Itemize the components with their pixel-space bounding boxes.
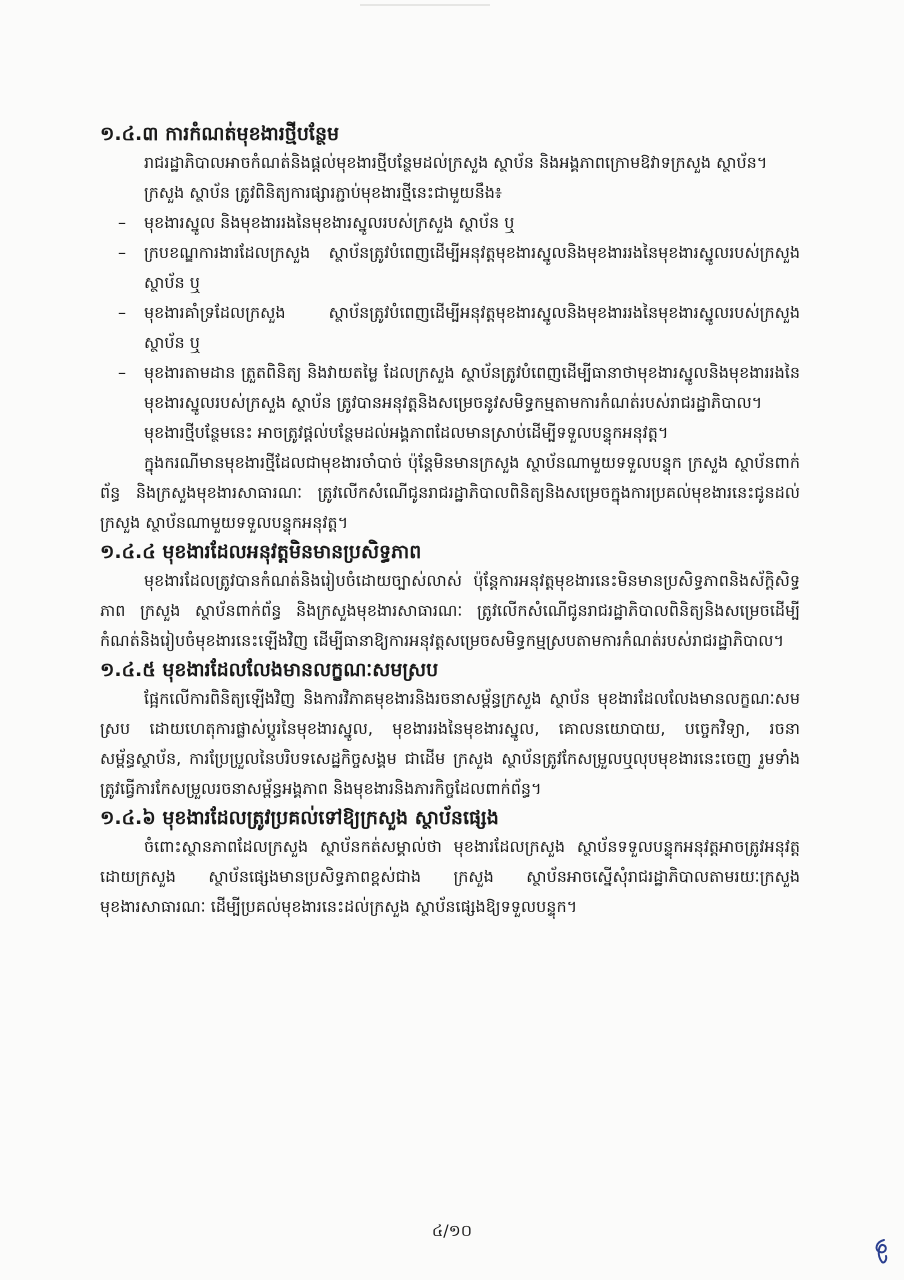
paragraph: មុខងារថ្មីបន្ថែមនេះ អាចត្រូវផ្តល់បន្ថែមដល់អង្គភាពដែលមានស្រាប់ដើម្បីទទួលបន្ទុកអនុវត្ត។ (144, 423, 669, 442)
paragraph: ក្នុងករណីមានមុខងារថ្មីដែលជាមុខងារចាំបាច់ ប៉ុន្តែមិនមានក្រសួង ស្ថាប័នណាមួយទទួលបន្ទុក ក្រសួង ស្ថាប័នពាក់ព័ន្ធ និងក្រសួងមុខងារសាធារណៈ ត្រូវលើកសំណើជូនរាជរដ្ឋាភិបាលពិនិត្យនិងសម្រេចក្នុងការប្រគល់មុខងារនេះជូនដល់ក្រសួង ស្ថាប័នណាមួយទទួលបន្ទុកអនុវត្ត។ (100, 453, 800, 532)
section-heading: ១.៤.៥ មុខងារដែលលែងមានលក្ខណៈសមស្រប (100, 659, 439, 681)
paragraph: រាជរដ្ឋាភិបាលអាចកំណត់និងផ្តល់មុខងារថ្មីបន្ថែមដល់ក្រសួង ស្ថាប័ន និងអង្គភាពក្រោមឱវាទក្រសួង ស្ថាប័ន។ (144, 153, 768, 172)
paragraph: ក្រសួង ស្ថាប័ន ត្រូវពិនិត្យការផ្សារភ្ជាប់មុខងារថ្មីនេះជាមួយនឹង៖ (144, 183, 502, 202)
section-1-4-4 (100, 538, 800, 656)
list-item (100, 298, 800, 358)
section-1-4-5 (100, 656, 800, 804)
page-number: ៤/១០ (431, 1221, 473, 1240)
section-heading: ១.៤.៤ មុខងារដែលអនុវត្តមិនមានប្រសិទ្ធភាព (100, 541, 422, 563)
section-heading: ១.៤.៣ ការកំណត់មុខងារថ្មីបន្ថែម (100, 123, 340, 145)
scan-artifact (360, 4, 490, 6)
paragraph: ចំពោះស្ថានភាពដែលក្រសួង ស្ថាប័នកត់សម្គាល់ថា មុខងារដែលក្រសួង ស្ថាប័នទទួលបន្ទុកអនុវត្តអាចត្រូវអនុវត្តដោយក្រសួង ស្ថាប័នផ្សេងមានប្រសិទ្ធភាពខ្ពស់ជាង ក្រសួង ស្ថាប័នអាចស្នើសុំរាជរដ្ឋាភិបាលតាមរយៈក្រសួងមុខងារសាធារណៈ ដើម្បីប្រគល់មុខងារនេះដល់ក្រសួង ស្ថាប័នផ្សេងឱ្យទទួលបន្ទុក។ (100, 837, 800, 916)
handwritten-initial-mark (866, 1236, 896, 1266)
paragraph: ផ្អែកលើការពិនិត្យឡើងវិញ និងការវិភាគមុខងារនិងរចនាសម្ព័ន្ធក្រសួង ស្ថាប័ន មុខងារដែលលែងមានលក្ខណៈសមស្រប ដោយហេតុការផ្លាស់ប្តូរនៃមុខងារស្នូល, មុខងាររងនៃមុខងារស្នូល, គោលនយោបាយ, បច្ចេកវិទ្យា, រចនាសម្ព័ន្ធស្ថាប័ន, ការប្រែប្រួលនៃបរិបទសេដ្ឋកិច្ចសង្គម ជាដើម ក្រសួង ស្ថាប័នត្រូវកែសម្រួលឬលុបមុខងារនេះចេញ រួមទាំងត្រូវធ្វើការកែសម្រួលរចនាសម្ព័ន្ធអង្គភាព និងមុខងារនិងភារកិច្ចដែលពាក់ព័ន្ធ។ (100, 689, 800, 798)
list-item (100, 208, 800, 238)
list-item-text: មុខងារស្នូល និងមុខងាររងនៃមុខងារស្នូលរបស់ក្រសួង ស្ថាប័ន ឬ (144, 213, 515, 232)
paragraph: មុខងារដែលត្រូវបានកំណត់និងរៀបចំដោយច្បាស់លាស់ ប៉ុន្តែការអនុវត្តមុខងារនេះមិនមានប្រសិទ្ធភាពនិងស័ក្តិសិទ្ធភាព ក្រសួង ស្ថាប័នពាក់ព័ន្ធ និងក្រសួងមុខងារសាធារណៈ ត្រូវលើកសំណើជូនរាជរដ្ឋាភិបាលពិនិត្យនិងសម្រេចដើម្បីកំណត់និងរៀបចំមុខងារនេះឡើងវិញ ដើម្បីធានាឱ្យការអនុវត្តសម្រេចសមិទ្ធកម្មស្របតាមការកំណត់របស់រាជរដ្ឋាភិបាល។ (100, 571, 800, 650)
dash-bullet-marker: – (118, 243, 126, 262)
dash-bullet-marker: – (118, 213, 126, 232)
list-item-text: មុខងារគាំទ្រដែលក្រសួង ស្ថាប័នត្រូវបំពេញដើម្បីអនុវត្តមុខងារស្នូលនិងមុខងាររងនៃមុខងារស្នូលរបស់ក្រសួង ស្ថាប័ន ឬ (144, 303, 800, 352)
page-content (100, 120, 800, 922)
section-1-4-6 (100, 804, 800, 922)
list-item-text: មុខងារតាមដាន ត្រួតពិនិត្យ និងវាយតម្លៃ ដែលក្រសួង ស្ថាប័នត្រូវបំពេញដើម្បីធានាថាមុខងារស្នូលនិងមុខងាររងនៃមុខងារស្នូលរបស់ក្រសួង ស្ថាប័ន ត្រូវបានអនុវត្តនិងសម្រេចនូវសមិទ្ធកម្មតាមការកំណត់របស់រាជរដ្ឋាភិបាល។ (144, 363, 800, 412)
list-item-text: ក្របខណ្ឌការងារដែលក្រសួង ស្ថាប័នត្រូវបំពេញដើម្បីអនុវត្តមុខងារស្នូលនិងមុខងាររងនៃមុខងារស្នូលរបស់ក្រសួង ស្ថាប័ន ឬ (144, 243, 800, 292)
bullet-list (100, 208, 800, 418)
section-1-4-3 (100, 120, 800, 538)
list-item (100, 358, 800, 418)
dash-bullet-marker: – (118, 303, 126, 322)
dash-bullet-marker: – (118, 363, 126, 382)
section-heading: ១.៤.៦ មុខងារដែលត្រូវប្រគល់ទៅឱ្យក្រសួង ស្ថាប័នផ្សេង (100, 807, 499, 829)
list-item (100, 238, 800, 298)
